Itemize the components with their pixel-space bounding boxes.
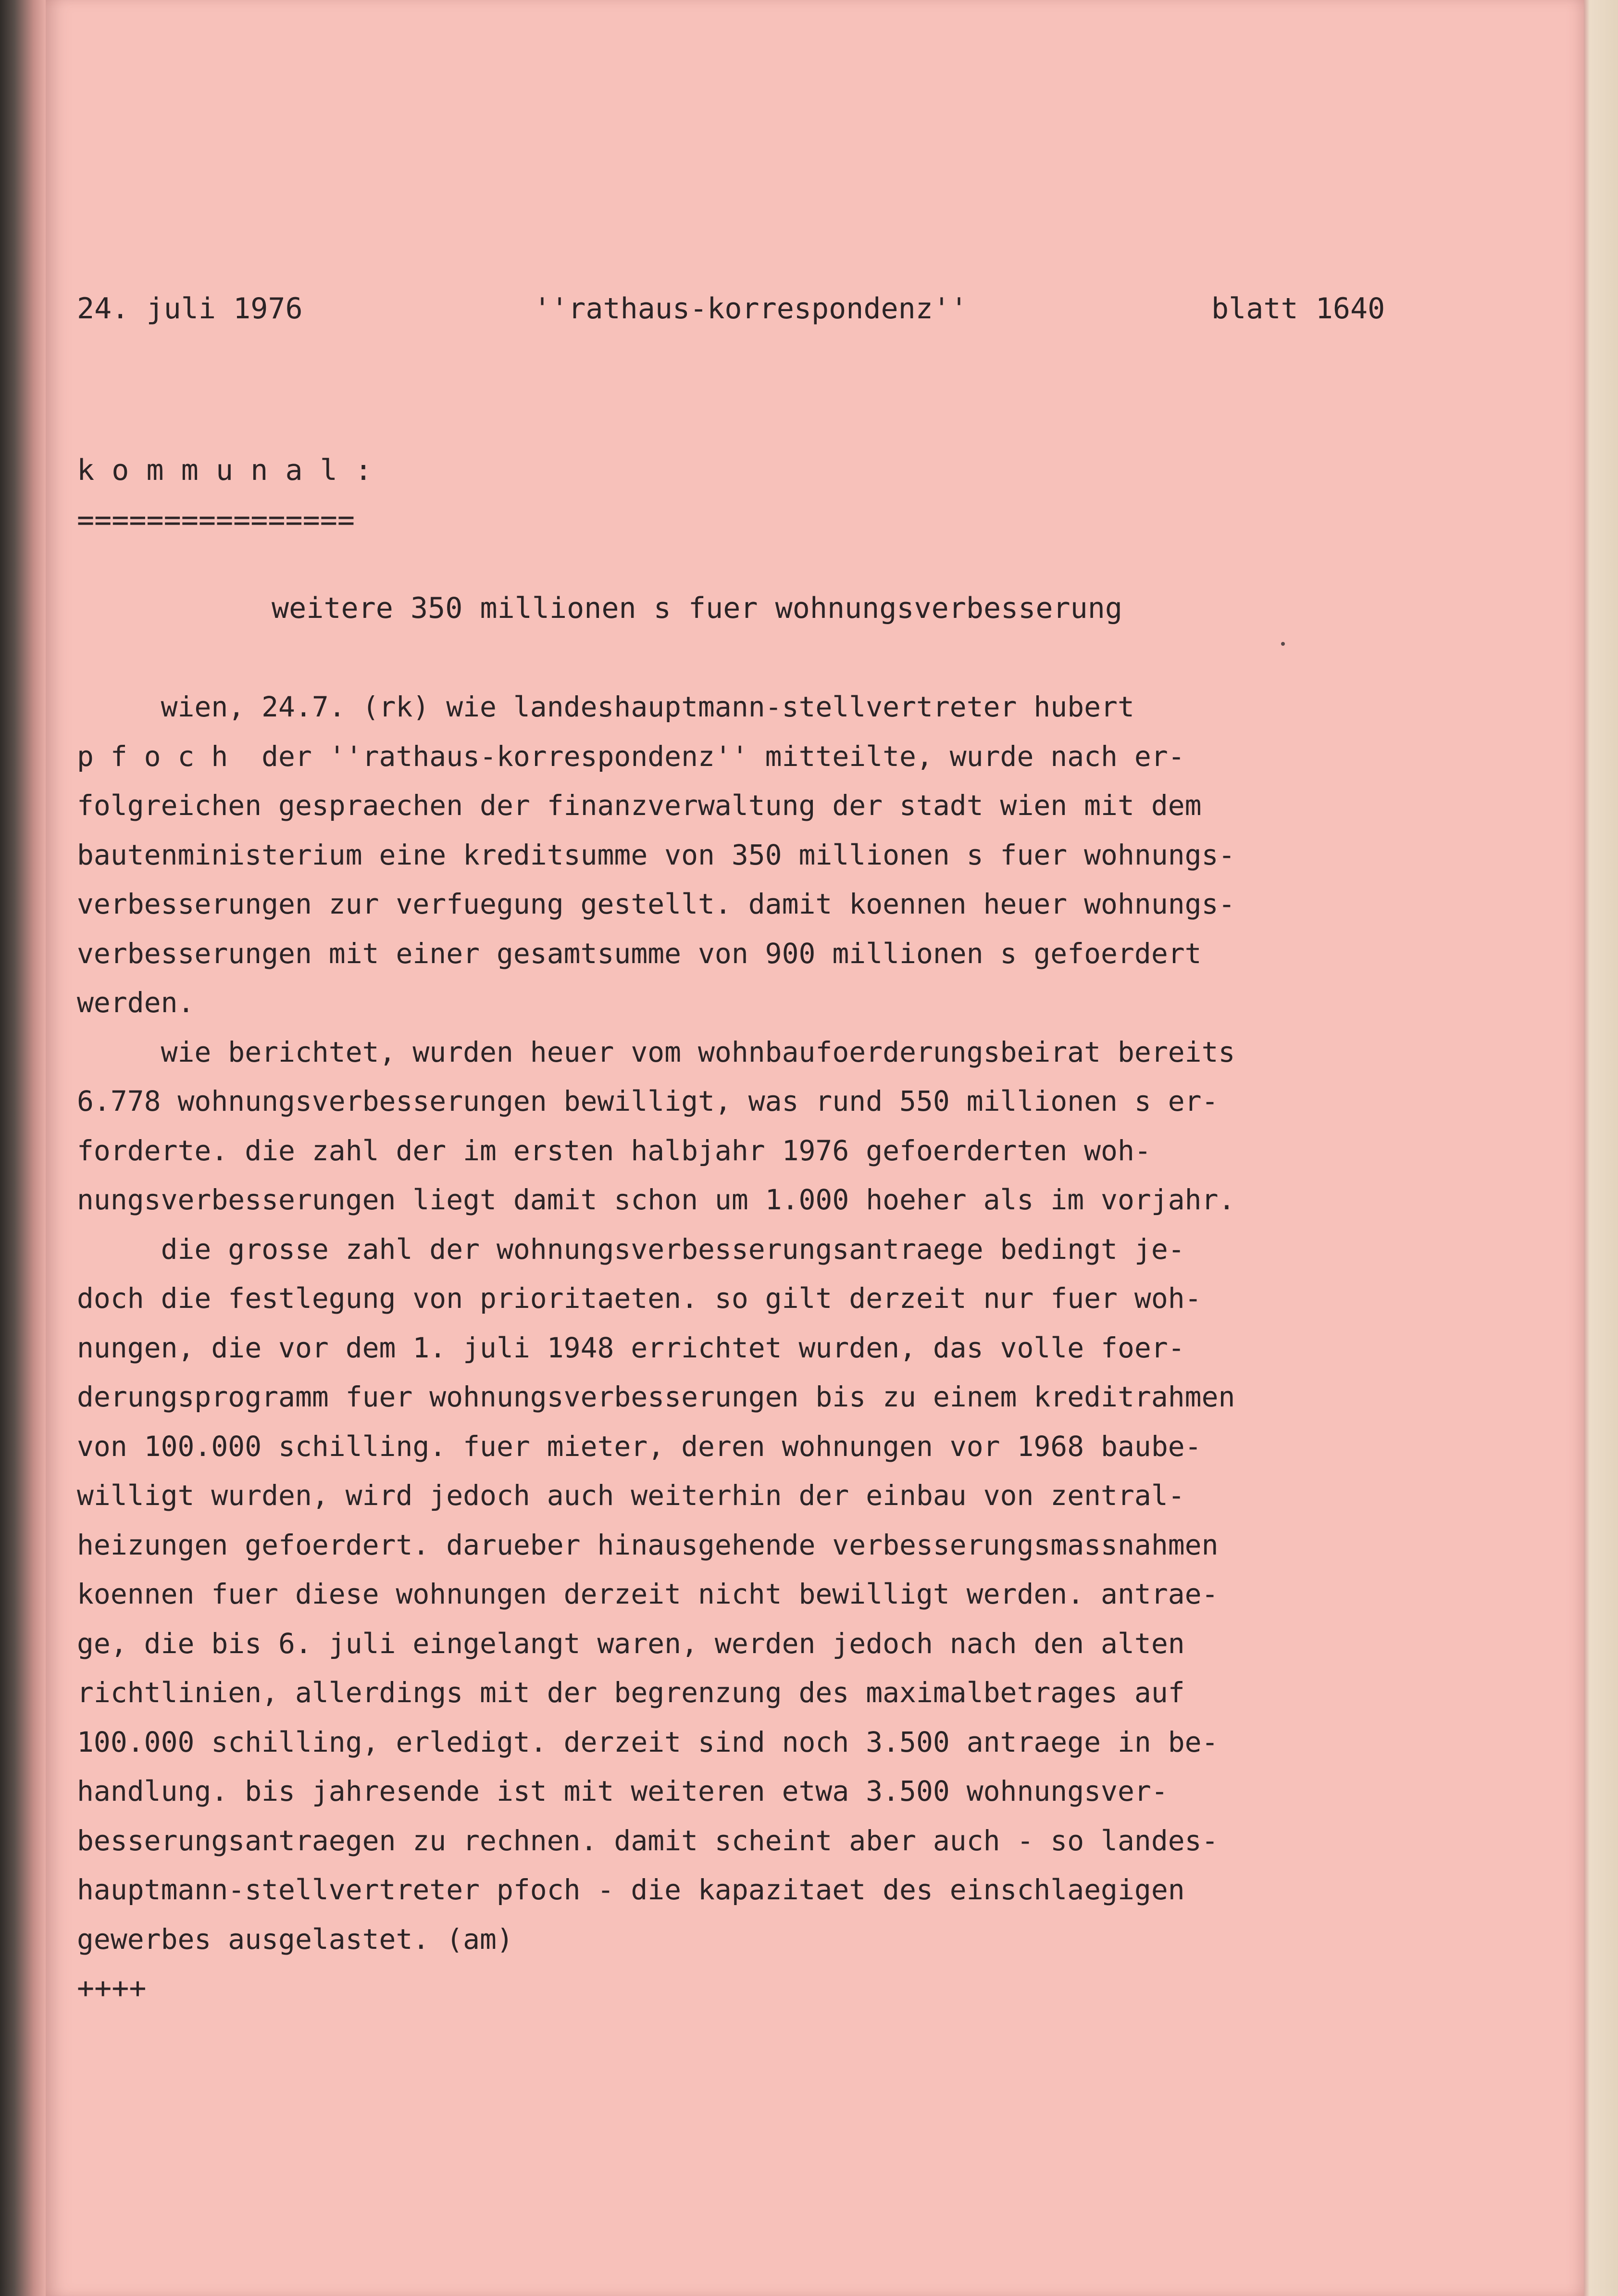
body-line: 6.778 wohnungsverbesserungen bewilligt, was rund 550 millionen s er- xyxy=(77,1085,1219,1117)
end-mark: ++++ xyxy=(77,1971,147,2005)
body-line: hauptmann-stellvertreter pfoch - die kapazitaet des einschlaegigen xyxy=(77,1873,1185,1906)
body-line: heizungen gefoerdert. darueber hinausgehende verbesserungsmassnahmen xyxy=(77,1528,1219,1561)
body-line: koennen fuer diese wohnungen derzeit nicht bewilligt werden. antrae- xyxy=(77,1578,1219,1610)
body-line: wie berichtet, wurden heuer vom wohnbaufoerderungsbeirat bereits xyxy=(77,1035,1235,1068)
body-line: forderte. die zahl der im ersten halbjahr 1976 gefoerderten woh- xyxy=(77,1134,1151,1167)
body-line: nungen, die vor dem 1. juli 1948 errichtet wurden, das volle foer- xyxy=(77,1331,1185,1364)
header-date: 24. juli 1976 xyxy=(77,292,303,326)
body-line: wien, 24.7. (rk) wie landeshauptmann-stellvertreter hubert xyxy=(77,690,1134,723)
body-line: doch die festlegung von prioritaeten. so gilt derzeit nur fuer woh- xyxy=(77,1282,1202,1315)
body-line: von 100.000 schilling. fuer mieter, deren wohnungen vor 1968 baube- xyxy=(77,1430,1202,1463)
body-line: bautenministerium eine kreditsumme von 350 millionen s fuer wohnungs- xyxy=(77,838,1235,871)
body-line: verbesserungen zur verfuegung gestellt. damit koennen heuer wohnungs- xyxy=(77,888,1235,920)
page-edge xyxy=(1584,0,1618,2296)
body-line: verbesserungen mit einer gesamtsumme von 900 millionen s gefoerdert xyxy=(77,937,1202,970)
body-line: willigt wurden, wird jedoch auch weiterhin der einbau von zentral- xyxy=(77,1479,1185,1512)
body-line: derungsprogramm fuer wohnungsverbesserungen bis zu einem kreditrahmen xyxy=(77,1380,1235,1413)
article-body xyxy=(77,692,1235,1974)
body-line: richtlinien, allerdings mit der begrenzung des maximalbetrages auf xyxy=(77,1676,1185,1709)
body-line: besserungsantraegen zu rechnen. damit scheint aber auch - so landes- xyxy=(77,1824,1219,1857)
section-label: k o m m u n a l : xyxy=(77,453,373,487)
body-line: werden. xyxy=(77,986,195,1019)
body-line: handlung. bis jahresende ist mit weiteren etwa 3.500 wohnungsver- xyxy=(77,1775,1168,1807)
body-line: p f o c h der ''rathaus-korrespondenz'' mitteilte, wurde nach er- xyxy=(77,740,1185,773)
article-title: weitere 350 millionen s fuer wohnungsverbesserung xyxy=(272,591,1123,625)
body-line: gewerbes ausgelastet. (am) xyxy=(77,1922,513,1956)
header-sheet-number: blatt 1640 xyxy=(1211,292,1385,326)
body-line: folgreichen gespraechen der finanzverwaltung der stadt wien mit dem xyxy=(77,789,1202,822)
section-underline: ================ xyxy=(77,503,355,537)
header-publication: ''rathaus-korrespondenz'' xyxy=(534,292,968,326)
body-line: ge, die bis 6. juli eingelangt waren, werden jedoch nach den alten xyxy=(77,1627,1185,1660)
body-line: die grosse zahl der wohnungsverbesserungsantraege bedingt je- xyxy=(77,1232,1185,1266)
body-line: 100.000 schilling, erledigt. derzeit sind noch 3.500 antraege in be- xyxy=(77,1725,1219,1758)
binding-edge xyxy=(0,0,46,2296)
body-line: nungsverbesserungen liegt damit schon um 1.000 hoeher als im vorjahr. xyxy=(77,1183,1235,1216)
ink-speck xyxy=(1281,642,1285,646)
